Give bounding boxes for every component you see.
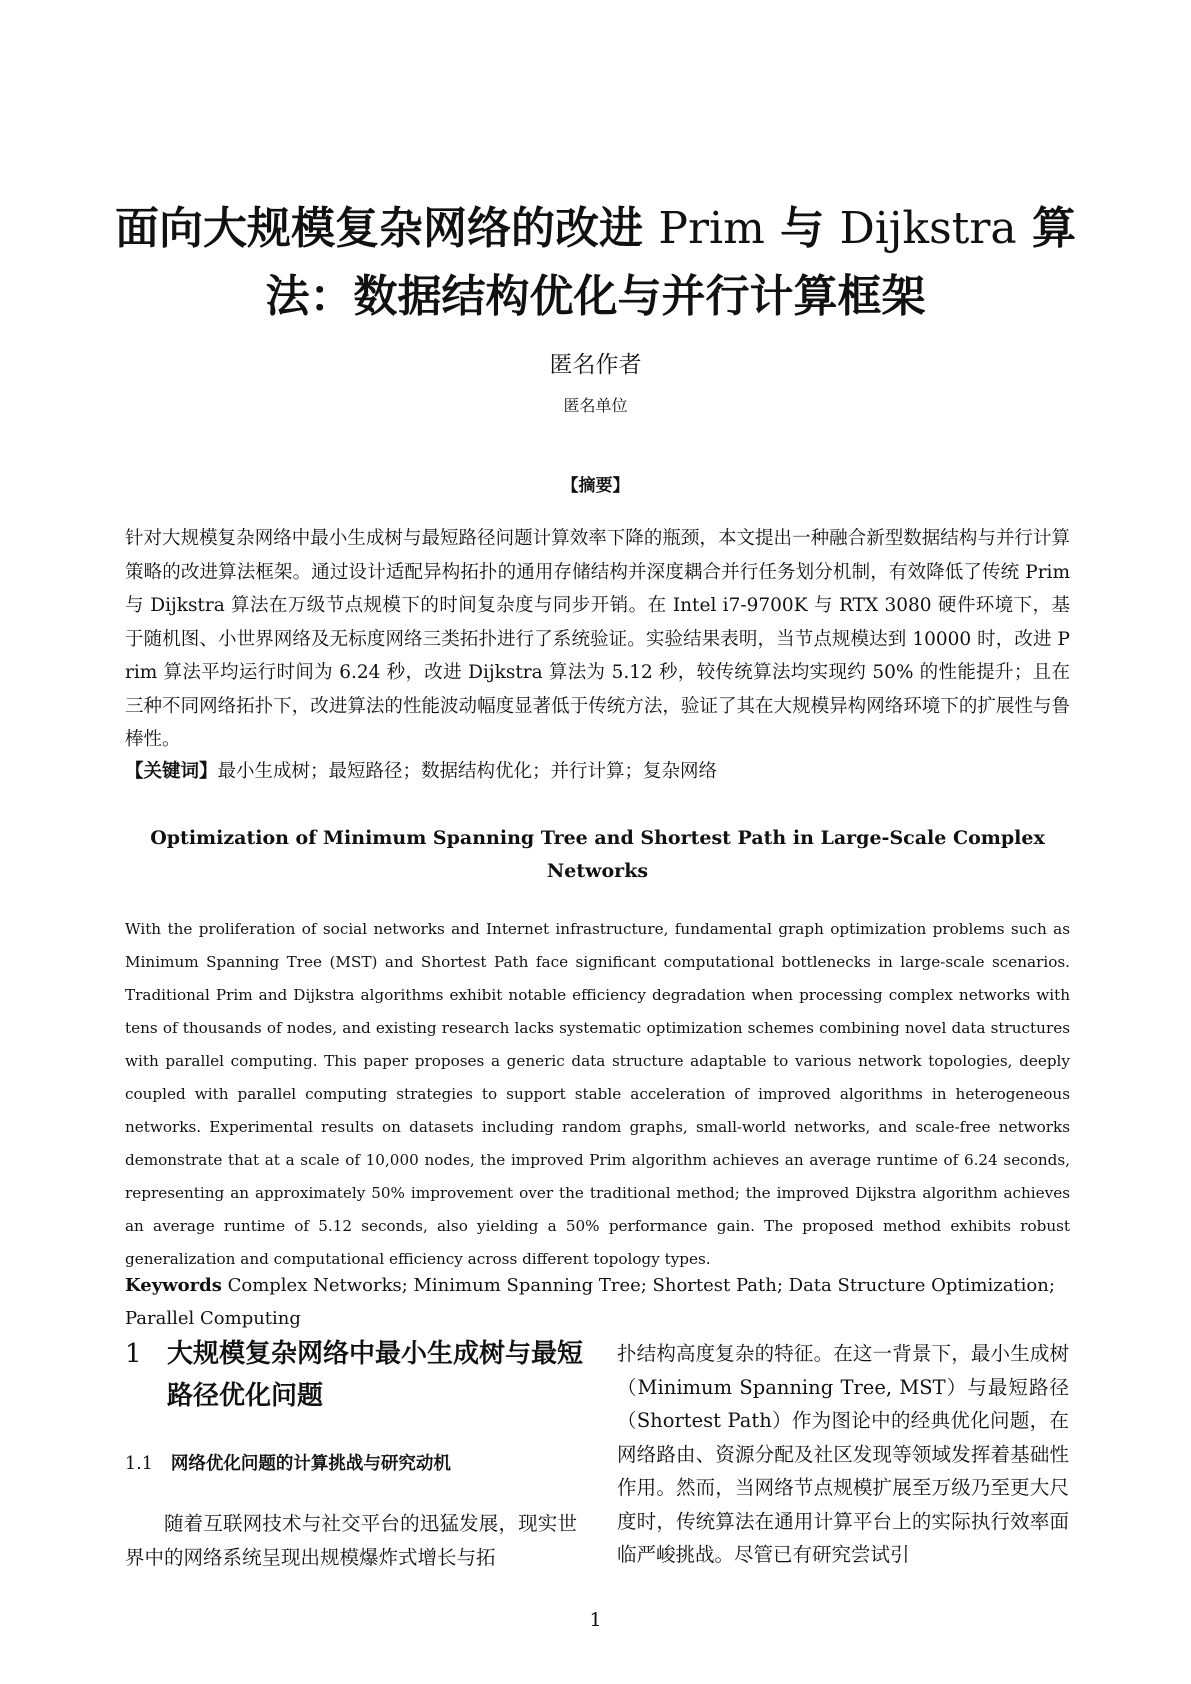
keywords-cn	[125, 757, 1070, 787]
title-text: 面向大规模复杂网络的改进	[115, 203, 659, 254]
author-name: 匿名作者	[549, 352, 642, 378]
section-1-number: 1	[125, 1339, 142, 1369]
section-1-heading	[125, 1333, 585, 1417]
keywords-cn-label: 【关键词】	[125, 761, 218, 782]
body-paragraph-right: 扑结构高度复杂的特征。在这一背景下，最小生成树（Minimum Spanning Tree, MST）与最短路径（Shortest Path）作为图论中的经典优化问题，在网络路由、资源分配及社区发现等领域发挥着基础性作用。然而，当网络节点规模扩展至万级乃至更大尺度时，传统算法在通用计算平台上的实际执行效率面临严峻挑战。尽管已有研究尝试引	[617, 1342, 1069, 1566]
english-keywords-list: Complex Networks; Minimum Spanning Tree; Shortest Path; Data Structure Optimization; Parallel Computing	[125, 1275, 1055, 1329]
body-paragraph-left: 随着互联网技术与社交平台的迅猛发展，现实世界中的网络系统呈现出规模爆炸式增长与拓	[125, 1512, 577, 1569]
page-number: 1	[589, 1609, 602, 1631]
subsection-1-1-number: 1.1	[125, 1454, 153, 1474]
subsection-1-1-title: 网络优化问题的计算挑战与研究动机	[170, 1454, 451, 1474]
paper-title-line-1	[0, 195, 1191, 263]
title-text: 算	[1016, 203, 1076, 254]
abstract-heading: 【摘要】	[561, 476, 630, 496]
paper-title-line-2: 法：数据结构优化与并行计算框架	[265, 271, 926, 322]
subsection-1-1-heading	[125, 1451, 585, 1477]
english-keywords-label: Keywords	[125, 1275, 222, 1296]
english-keywords	[125, 1269, 1070, 1335]
title-text: 与	[764, 203, 840, 254]
title-latin-dijkstra: Dijkstra	[839, 203, 1017, 254]
title-latin-prim: Prim	[658, 203, 765, 254]
section-1-title: 大规模复杂网络中最小生成树与最短路径优化问题	[167, 1339, 584, 1411]
paper-title	[0, 195, 1191, 331]
keywords-cn-list: 最小生成树；最短路径；数据结构优化；并行计算；复杂网络	[217, 761, 718, 782]
abstract-cn-text: 针对大规模复杂网络中最小生成树与最短路径问题计算效率下降的瓶颈，本文提出一种融合新型数据结构与并行计算策略的改进算法框架。通过设计适配异构拓扑的通用存储结构并深度耦合并行任务划分机制，有效降低了传统 Prim 与 Dijkstra 算法在万级节点规模下的时间复杂度与同步开销。在 Intel i7-9700K 与 RTX 3080 硬件环境下，基于随机图、小世界网络及无标度网络三类拓扑进行了系统验证。实验结果表明，当节点规模达到 10000 时，改进 Prim 算法平均运行时间为 6.24 秒，改进 Dijkstra 算法为 5.12 秒，较传统算法均实现约 50% 的性能提升；且在三种不同网络拓扑下，改进算法的性能波动幅度显著低于传统方法，验证了其在大规模异构网络环境下的扩展性与鲁棒性。	[125, 528, 1070, 750]
english-abstract: With the proliferation of social networks and Internet infrastructure, fundamental graph optimization problems such as Minimum Spanning Tree (MST) and Shortest Path face significant computational bottlenecks in large-scale scenarios. Traditional Prim and Dijkstra algorithms exhibit notable efficiency degradation when processing complex networks with tens of thousands of nodes, and existing research lacks systematic optimization schemes combining novel data structures with parallel computing. This paper proposes a generic data structure adaptable to various network topologies, deeply coupled with parallel computing strategies to support stable acceleration of improved algorithms in heterogeneous networks. Experimental results on datasets including random graphs, small-world networks, and scale-free networks demonstrate that at a scale of 10,000 nodes, the improved Prim algorithm achieves an average runtime of 6.24 seconds, representing an approximately 50% improvement over the traditional method; the improved Dijkstra algorithm achieves an average runtime of 5.12 seconds, also yielding a 50% performance gain. The proposed method exhibits robust generalization and computational efficiency across different topology types.	[125, 920, 1070, 1268]
english-title: Optimization of Minimum Spanning Tree and Shortest Path in Large-Scale Complex Networks	[150, 827, 1045, 882]
author-affiliation: 匿名单位	[563, 396, 628, 415]
